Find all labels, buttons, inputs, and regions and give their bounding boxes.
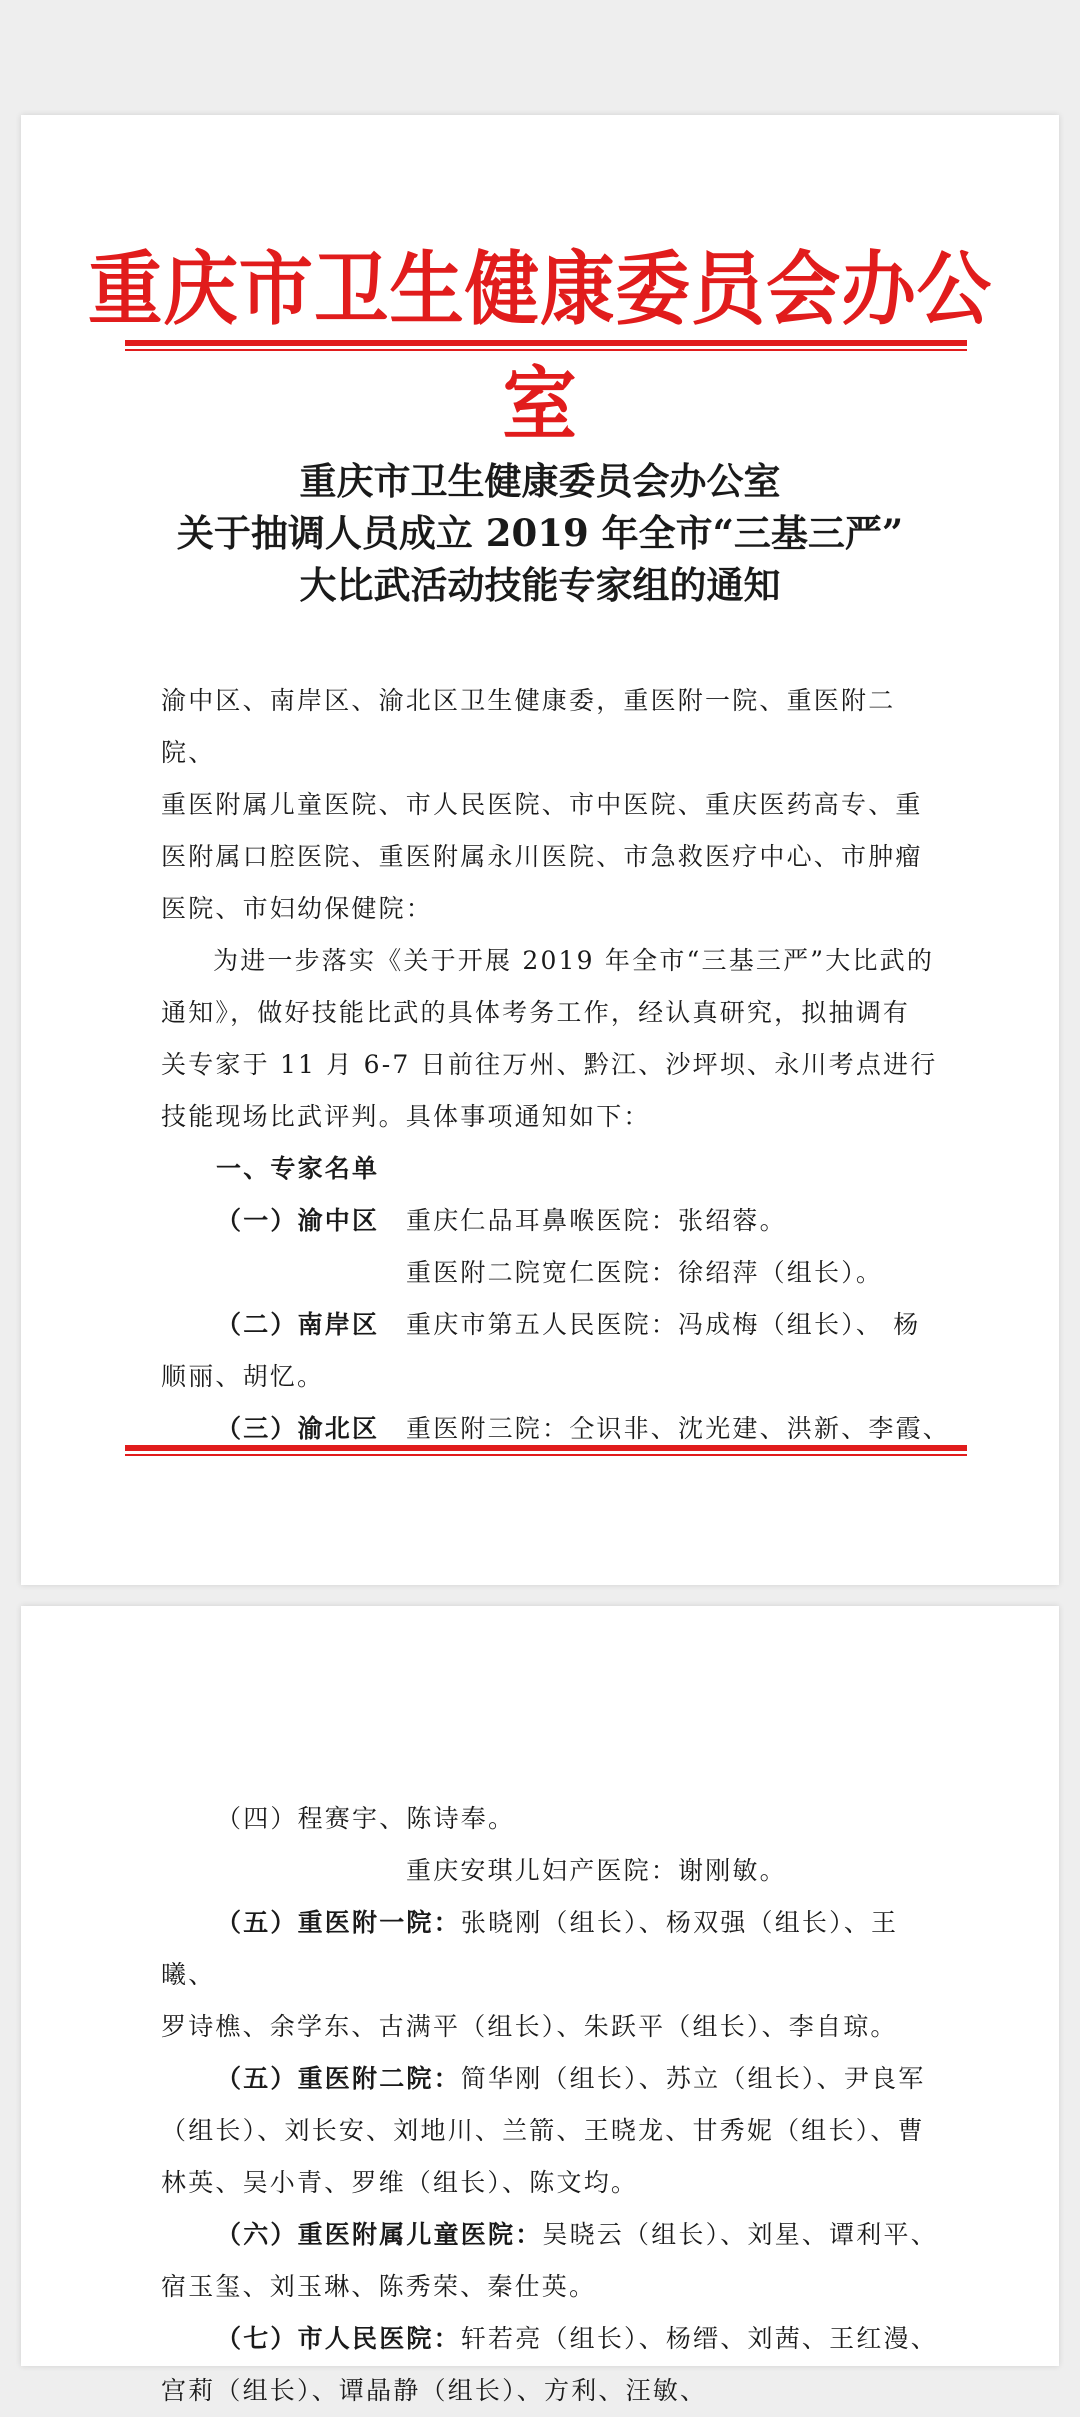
group-members: 张晓刚（组长）、杨双强（组长）、王曦、 bbox=[161, 1908, 899, 1989]
intro-line: 通知》，做好技能比武的具体考务工作，经认真研究，拟抽调有 bbox=[161, 998, 911, 1027]
letterhead-red-rule bbox=[125, 340, 967, 351]
document-body bbox=[161, 675, 951, 1455]
title-line: 大比武活动技能专家组的通知 bbox=[299, 563, 781, 607]
group-label: （三）渝北区 bbox=[216, 1414, 380, 1443]
recipients-line: 重医附属儿童医院、市人民医院、市中医院、重庆医药高专、重 bbox=[161, 790, 923, 819]
recipients-line: 医附属口腔医院、重医附属永川医院、市急救医疗中心、市肿瘤 bbox=[161, 842, 923, 871]
expert-group-row bbox=[161, 1247, 946, 1299]
recipients-line: 医院、市妇幼保健院： bbox=[161, 894, 434, 923]
group-label: （一）渝中区 bbox=[216, 1206, 380, 1235]
intro-line: 技能现场比武评判。具体事项通知如下： bbox=[161, 1102, 651, 1131]
intro-line: 为进一步落实《关于开展 2019 年全市“三基三严”大比武的 bbox=[213, 946, 935, 975]
group-members: 重医附二院宽仁医院：徐绍萍（组长）。 bbox=[406, 1258, 884, 1287]
group-line bbox=[161, 2313, 946, 2365]
intro-line: 关专家于 11 月 6-7 日前往万州、黔江、沙坪坝、永川考点进行 bbox=[161, 1050, 938, 1079]
footer-red-rule bbox=[125, 1445, 967, 1456]
expert-group-row bbox=[161, 1299, 946, 1351]
group-members: 重庆仁品耳鼻喉医院：张绍蓉。 bbox=[406, 1206, 787, 1235]
group-line: 林英、吴小青、罗维（组长）、陈文均。 bbox=[161, 2168, 639, 2197]
group-members: 吴晓云（组长）、刘星、谭利平、 bbox=[542, 2220, 938, 2249]
group-line bbox=[161, 1897, 946, 2001]
letterhead-org-name: 重庆市卫生健康委员会办公室 bbox=[88, 242, 992, 451]
group-label: （二）南岸区 bbox=[216, 1310, 380, 1339]
title-line: 关于抽调人员成立 2019 年全市“三基三严” bbox=[176, 511, 904, 555]
group-line: 罗诗樵、余学东、古满平（组长）、朱跃平（组长）、李自琼。 bbox=[161, 2012, 898, 2041]
group-line bbox=[161, 2209, 946, 2261]
document-page-1 bbox=[21, 115, 1059, 1585]
document-page-2 bbox=[21, 1606, 1059, 2405]
document-title bbox=[21, 455, 1059, 611]
document-body-continued bbox=[161, 1793, 946, 2417]
group-members: 重医附三院：仝识非、沈光建、洪新、李霞、 bbox=[406, 1414, 951, 1443]
group-label: （五）重医附二院： bbox=[216, 2064, 461, 2093]
group-line: （四）程赛宇、陈诗奉。 bbox=[216, 1804, 516, 1833]
group-label: （六）重医附属儿童医院： bbox=[216, 2220, 543, 2249]
group-label: （七）市人民医院： bbox=[216, 2324, 461, 2353]
group-line: （组长）、刘长安、刘地川、兰箭、王晓龙、甘秀妮（组长）、曹 bbox=[161, 2116, 925, 2145]
expert-group-row bbox=[161, 1195, 946, 1247]
group-members: 简华刚（组长）、苏立（组长）、尹良军 bbox=[460, 2064, 926, 2093]
group-label: （五）重医附一院： bbox=[216, 1908, 461, 1937]
title-line: 重庆市卫生健康委员会办公室 bbox=[299, 459, 781, 503]
group-members: 轩若亮（组长）、杨缙、刘茜、王红漫、 bbox=[460, 2324, 938, 2353]
group-label bbox=[161, 1247, 406, 1299]
group-line: 宫莉（组长）、谭晶静（组长）、方利、汪敏、 bbox=[161, 2376, 708, 2405]
group-members: 重庆市第五人民医院：冯成梅（组长）、 杨 bbox=[406, 1310, 921, 1339]
recipients-line: 渝中区、南岸区、渝北区卫生健康委，重医附一院、重医附二院、 bbox=[161, 686, 896, 767]
group-members-continued: 顺丽、胡忆。 bbox=[161, 1362, 325, 1391]
group-line bbox=[161, 2053, 946, 2105]
group-line: 宿玉玺、刘玉琳、陈秀荣、秦仕英。 bbox=[161, 2272, 597, 2301]
section-heading: 一、专家名单 bbox=[216, 1154, 380, 1183]
group-line: 重庆安琪儿妇产医院：谢刚敏。 bbox=[406, 1856, 787, 1885]
